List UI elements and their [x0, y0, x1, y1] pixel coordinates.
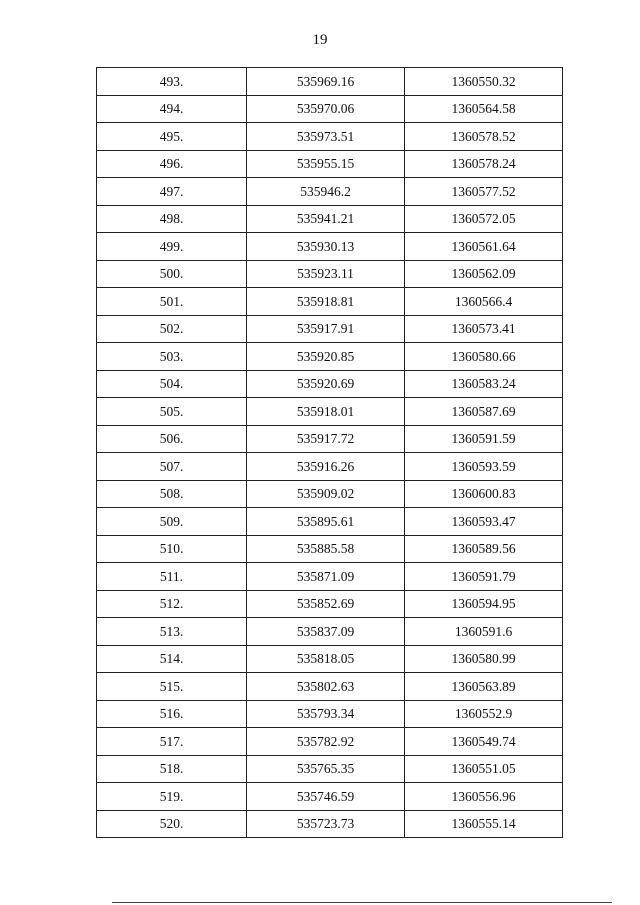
y-coordinate-cell: 1360591.6: [405, 618, 563, 646]
y-coordinate-cell: 1360589.56: [405, 535, 563, 563]
table-row: [97, 150, 563, 178]
table-row: [97, 618, 563, 646]
y-coordinate-cell: 1360561.64: [405, 233, 563, 261]
y-coordinate-cell: 1360566.4: [405, 288, 563, 316]
point-number-cell: 506.: [97, 425, 247, 453]
point-number-cell: 501.: [97, 288, 247, 316]
point-number-cell: 519.: [97, 783, 247, 811]
y-coordinate-cell: 1360591.79: [405, 563, 563, 591]
table-row: [97, 673, 563, 701]
table-row: [97, 233, 563, 261]
table-row: [97, 563, 563, 591]
table-row: [97, 700, 563, 728]
point-number-cell: 498.: [97, 205, 247, 233]
x-coordinate-cell: 535920.69: [247, 370, 405, 398]
y-coordinate-cell: 1360550.32: [405, 68, 563, 96]
y-coordinate-cell: 1360556.96: [405, 783, 563, 811]
point-number-cell: 497.: [97, 178, 247, 206]
x-coordinate-cell: 535918.01: [247, 398, 405, 426]
point-number-cell: 499.: [97, 233, 247, 261]
table-row: [97, 755, 563, 783]
bottom-rule: [112, 902, 612, 903]
table-row: [97, 178, 563, 206]
x-coordinate-cell: 535917.91: [247, 315, 405, 343]
x-coordinate-cell: 535871.09: [247, 563, 405, 591]
x-coordinate-cell: 535782.92: [247, 728, 405, 756]
point-number-cell: 513.: [97, 618, 247, 646]
x-coordinate-cell: 535885.58: [247, 535, 405, 563]
x-coordinate-cell: 535793.34: [247, 700, 405, 728]
table-row: [97, 425, 563, 453]
point-number-cell: 517.: [97, 728, 247, 756]
x-coordinate-cell: 535765.35: [247, 755, 405, 783]
point-number-cell: 507.: [97, 453, 247, 481]
x-coordinate-cell: 535918.81: [247, 288, 405, 316]
table-row: [97, 810, 563, 838]
x-coordinate-cell: 535923.11: [247, 260, 405, 288]
y-coordinate-cell: 1360562.09: [405, 260, 563, 288]
coordinates-table: [96, 67, 563, 838]
x-coordinate-cell: 535909.02: [247, 480, 405, 508]
point-number-cell: 512.: [97, 590, 247, 618]
x-coordinate-cell: 535917.72: [247, 425, 405, 453]
point-number-cell: 518.: [97, 755, 247, 783]
point-number-cell: 514.: [97, 645, 247, 673]
y-coordinate-cell: 1360594.95: [405, 590, 563, 618]
y-coordinate-cell: 1360578.24: [405, 150, 563, 178]
table-row: [97, 315, 563, 343]
table-row: [97, 398, 563, 426]
point-number-cell: 505.: [97, 398, 247, 426]
table-row: [97, 645, 563, 673]
table-row: [97, 288, 563, 316]
table-row: [97, 453, 563, 481]
x-coordinate-cell: 535916.26: [247, 453, 405, 481]
point-number-cell: 496.: [97, 150, 247, 178]
x-coordinate-cell: 535723.73: [247, 810, 405, 838]
point-number-cell: 520.: [97, 810, 247, 838]
x-coordinate-cell: 535973.51: [247, 123, 405, 151]
y-coordinate-cell: 1360573.41: [405, 315, 563, 343]
x-coordinate-cell: 535818.05: [247, 645, 405, 673]
table-row: [97, 343, 563, 371]
x-coordinate-cell: 535852.69: [247, 590, 405, 618]
y-coordinate-cell: 1360587.69: [405, 398, 563, 426]
table-row: [97, 535, 563, 563]
y-coordinate-cell: 1360593.59: [405, 453, 563, 481]
x-coordinate-cell: 535955.15: [247, 150, 405, 178]
table-row: [97, 68, 563, 96]
x-coordinate-cell: 535920.85: [247, 343, 405, 371]
point-number-cell: 508.: [97, 480, 247, 508]
x-coordinate-cell: 535802.63: [247, 673, 405, 701]
x-coordinate-cell: 535930.13: [247, 233, 405, 261]
x-coordinate-cell: 535837.09: [247, 618, 405, 646]
point-number-cell: 502.: [97, 315, 247, 343]
table-row: [97, 123, 563, 151]
table-row: [97, 508, 563, 536]
y-coordinate-cell: 1360551.05: [405, 755, 563, 783]
point-number-cell: 504.: [97, 370, 247, 398]
x-coordinate-cell: 535895.61: [247, 508, 405, 536]
x-coordinate-cell: 535970.06: [247, 95, 405, 123]
table-row: [97, 783, 563, 811]
point-number-cell: 495.: [97, 123, 247, 151]
coordinates-table-body: [97, 68, 563, 838]
point-number-cell: 510.: [97, 535, 247, 563]
table-row: [97, 260, 563, 288]
point-number-cell: 494.: [97, 95, 247, 123]
x-coordinate-cell: 535946.2: [247, 178, 405, 206]
y-coordinate-cell: 1360577.52: [405, 178, 563, 206]
y-coordinate-cell: 1360563.89: [405, 673, 563, 701]
table-row: [97, 728, 563, 756]
y-coordinate-cell: 1360552.9: [405, 700, 563, 728]
point-number-cell: 511.: [97, 563, 247, 591]
point-number-cell: 503.: [97, 343, 247, 371]
x-coordinate-cell: 535941.21: [247, 205, 405, 233]
y-coordinate-cell: 1360572.05: [405, 205, 563, 233]
y-coordinate-cell: 1360549.74: [405, 728, 563, 756]
y-coordinate-cell: 1360593.47: [405, 508, 563, 536]
y-coordinate-cell: 1360600.83: [405, 480, 563, 508]
y-coordinate-cell: 1360580.66: [405, 343, 563, 371]
y-coordinate-cell: 1360591.59: [405, 425, 563, 453]
y-coordinate-cell: 1360583.24: [405, 370, 563, 398]
table-row: [97, 590, 563, 618]
table-row: [97, 370, 563, 398]
y-coordinate-cell: 1360578.52: [405, 123, 563, 151]
x-coordinate-cell: 535746.59: [247, 783, 405, 811]
point-number-cell: 509.: [97, 508, 247, 536]
point-number-cell: 500.: [97, 260, 247, 288]
table-row: [97, 480, 563, 508]
table-row: [97, 205, 563, 233]
x-coordinate-cell: 535969.16: [247, 68, 405, 96]
y-coordinate-cell: 1360580.99: [405, 645, 563, 673]
point-number-cell: 515.: [97, 673, 247, 701]
table-row: [97, 95, 563, 123]
y-coordinate-cell: 1360555.14: [405, 810, 563, 838]
point-number-cell: 516.: [97, 700, 247, 728]
point-number-cell: 493.: [97, 68, 247, 96]
page-number: 19: [312, 32, 328, 48]
y-coordinate-cell: 1360564.58: [405, 95, 563, 123]
